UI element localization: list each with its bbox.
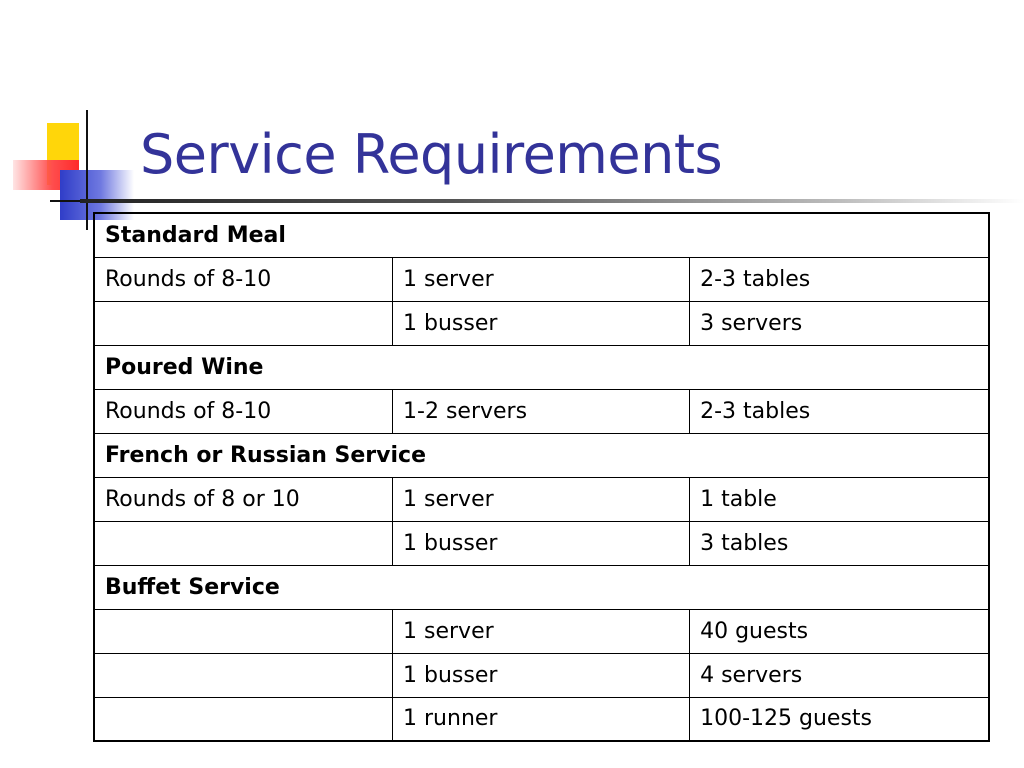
table-cell: 100-125 guests xyxy=(690,697,989,741)
table-row-section xyxy=(94,433,989,477)
table-cell: 1 server xyxy=(393,477,690,521)
table-row-section xyxy=(94,213,989,257)
table-cell: 1 table xyxy=(690,477,989,521)
table-row-section xyxy=(94,565,989,609)
table-cell: 1 server xyxy=(393,609,690,653)
table-cell: 2-3 tables xyxy=(690,389,989,433)
table-cell: 1 server xyxy=(393,257,690,301)
table-cell: 1-2 servers xyxy=(393,389,690,433)
table-body xyxy=(94,213,989,741)
table-cell: 3 servers xyxy=(690,301,989,345)
table-cell: 3 tables xyxy=(690,521,989,565)
table-cell: 40 guests xyxy=(690,609,989,653)
table-row xyxy=(94,257,989,301)
table-cell xyxy=(94,609,393,653)
table-row xyxy=(94,301,989,345)
section-header-cell: Buffet Service xyxy=(94,565,989,609)
table-row xyxy=(94,477,989,521)
section-header-cell: French or Russian Service xyxy=(94,433,989,477)
table-cell xyxy=(94,653,393,697)
table-cell: Rounds of 8 or 10 xyxy=(94,477,393,521)
service-requirements-table xyxy=(93,212,990,742)
table-row xyxy=(94,521,989,565)
table-cell: 2-3 tables xyxy=(690,257,989,301)
table-cell: 1 busser xyxy=(393,653,690,697)
table-cell xyxy=(94,697,393,741)
table-cell: 1 runner xyxy=(393,697,690,741)
table-cell xyxy=(94,301,393,345)
table-row xyxy=(94,609,989,653)
logo-vertical-line xyxy=(86,110,88,230)
table-row-section xyxy=(94,345,989,389)
table-cell xyxy=(94,521,393,565)
slide-title: Service Requirements xyxy=(140,123,723,186)
table-cell: 4 servers xyxy=(690,653,989,697)
slide-logo-icon xyxy=(0,0,140,240)
table-cell: 1 busser xyxy=(393,301,690,345)
section-header-cell: Standard Meal xyxy=(94,213,989,257)
table-row xyxy=(94,389,989,433)
section-header-cell: Poured Wine xyxy=(94,345,989,389)
table-row xyxy=(94,653,989,697)
table-cell: Rounds of 8-10 xyxy=(94,389,393,433)
title-underline-rule xyxy=(80,199,1024,203)
table-cell: Rounds of 8-10 xyxy=(94,257,393,301)
table-cell: 1 busser xyxy=(393,521,690,565)
table-row xyxy=(94,697,989,741)
